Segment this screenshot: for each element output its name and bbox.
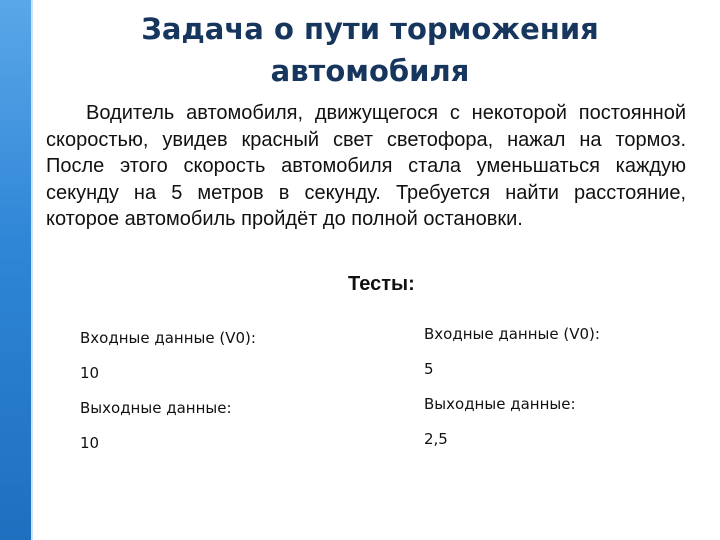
test-output-value: 2,5 [424,429,448,448]
test-output-value: 10 [80,433,100,452]
test-output-label: Выходные данные: [424,394,576,413]
test-input-value: 5 [424,359,434,378]
problem-statement: Водитель автомобиля, движущегося с некоторой постоянной скоростью, увидев красный свет светофора, нажал на тормоз. После этого скорость автомобиля стала уменьшаться каждую секунду на 5 метров в секунду. Требуется найти расстояние, которое автомобиль пройдёт до полной остановки. [46,102,686,230]
test-input-label: Входные данные (V0): [80,328,256,347]
test-case-1 [80,320,350,460]
tests-heading: Тесты: [348,273,415,295]
test-case-2 [424,316,694,456]
test-input-label: Входные данные (V0): [424,324,600,343]
side-accent-bar [0,0,31,540]
slide-title-line1: Задача о пути торможения [141,12,599,46]
test-input-value: 10 [80,363,100,382]
test-output-label: Выходные данные: [80,398,232,417]
slide-title-line2: автомобиля [270,54,470,88]
slide-title [40,8,700,92]
